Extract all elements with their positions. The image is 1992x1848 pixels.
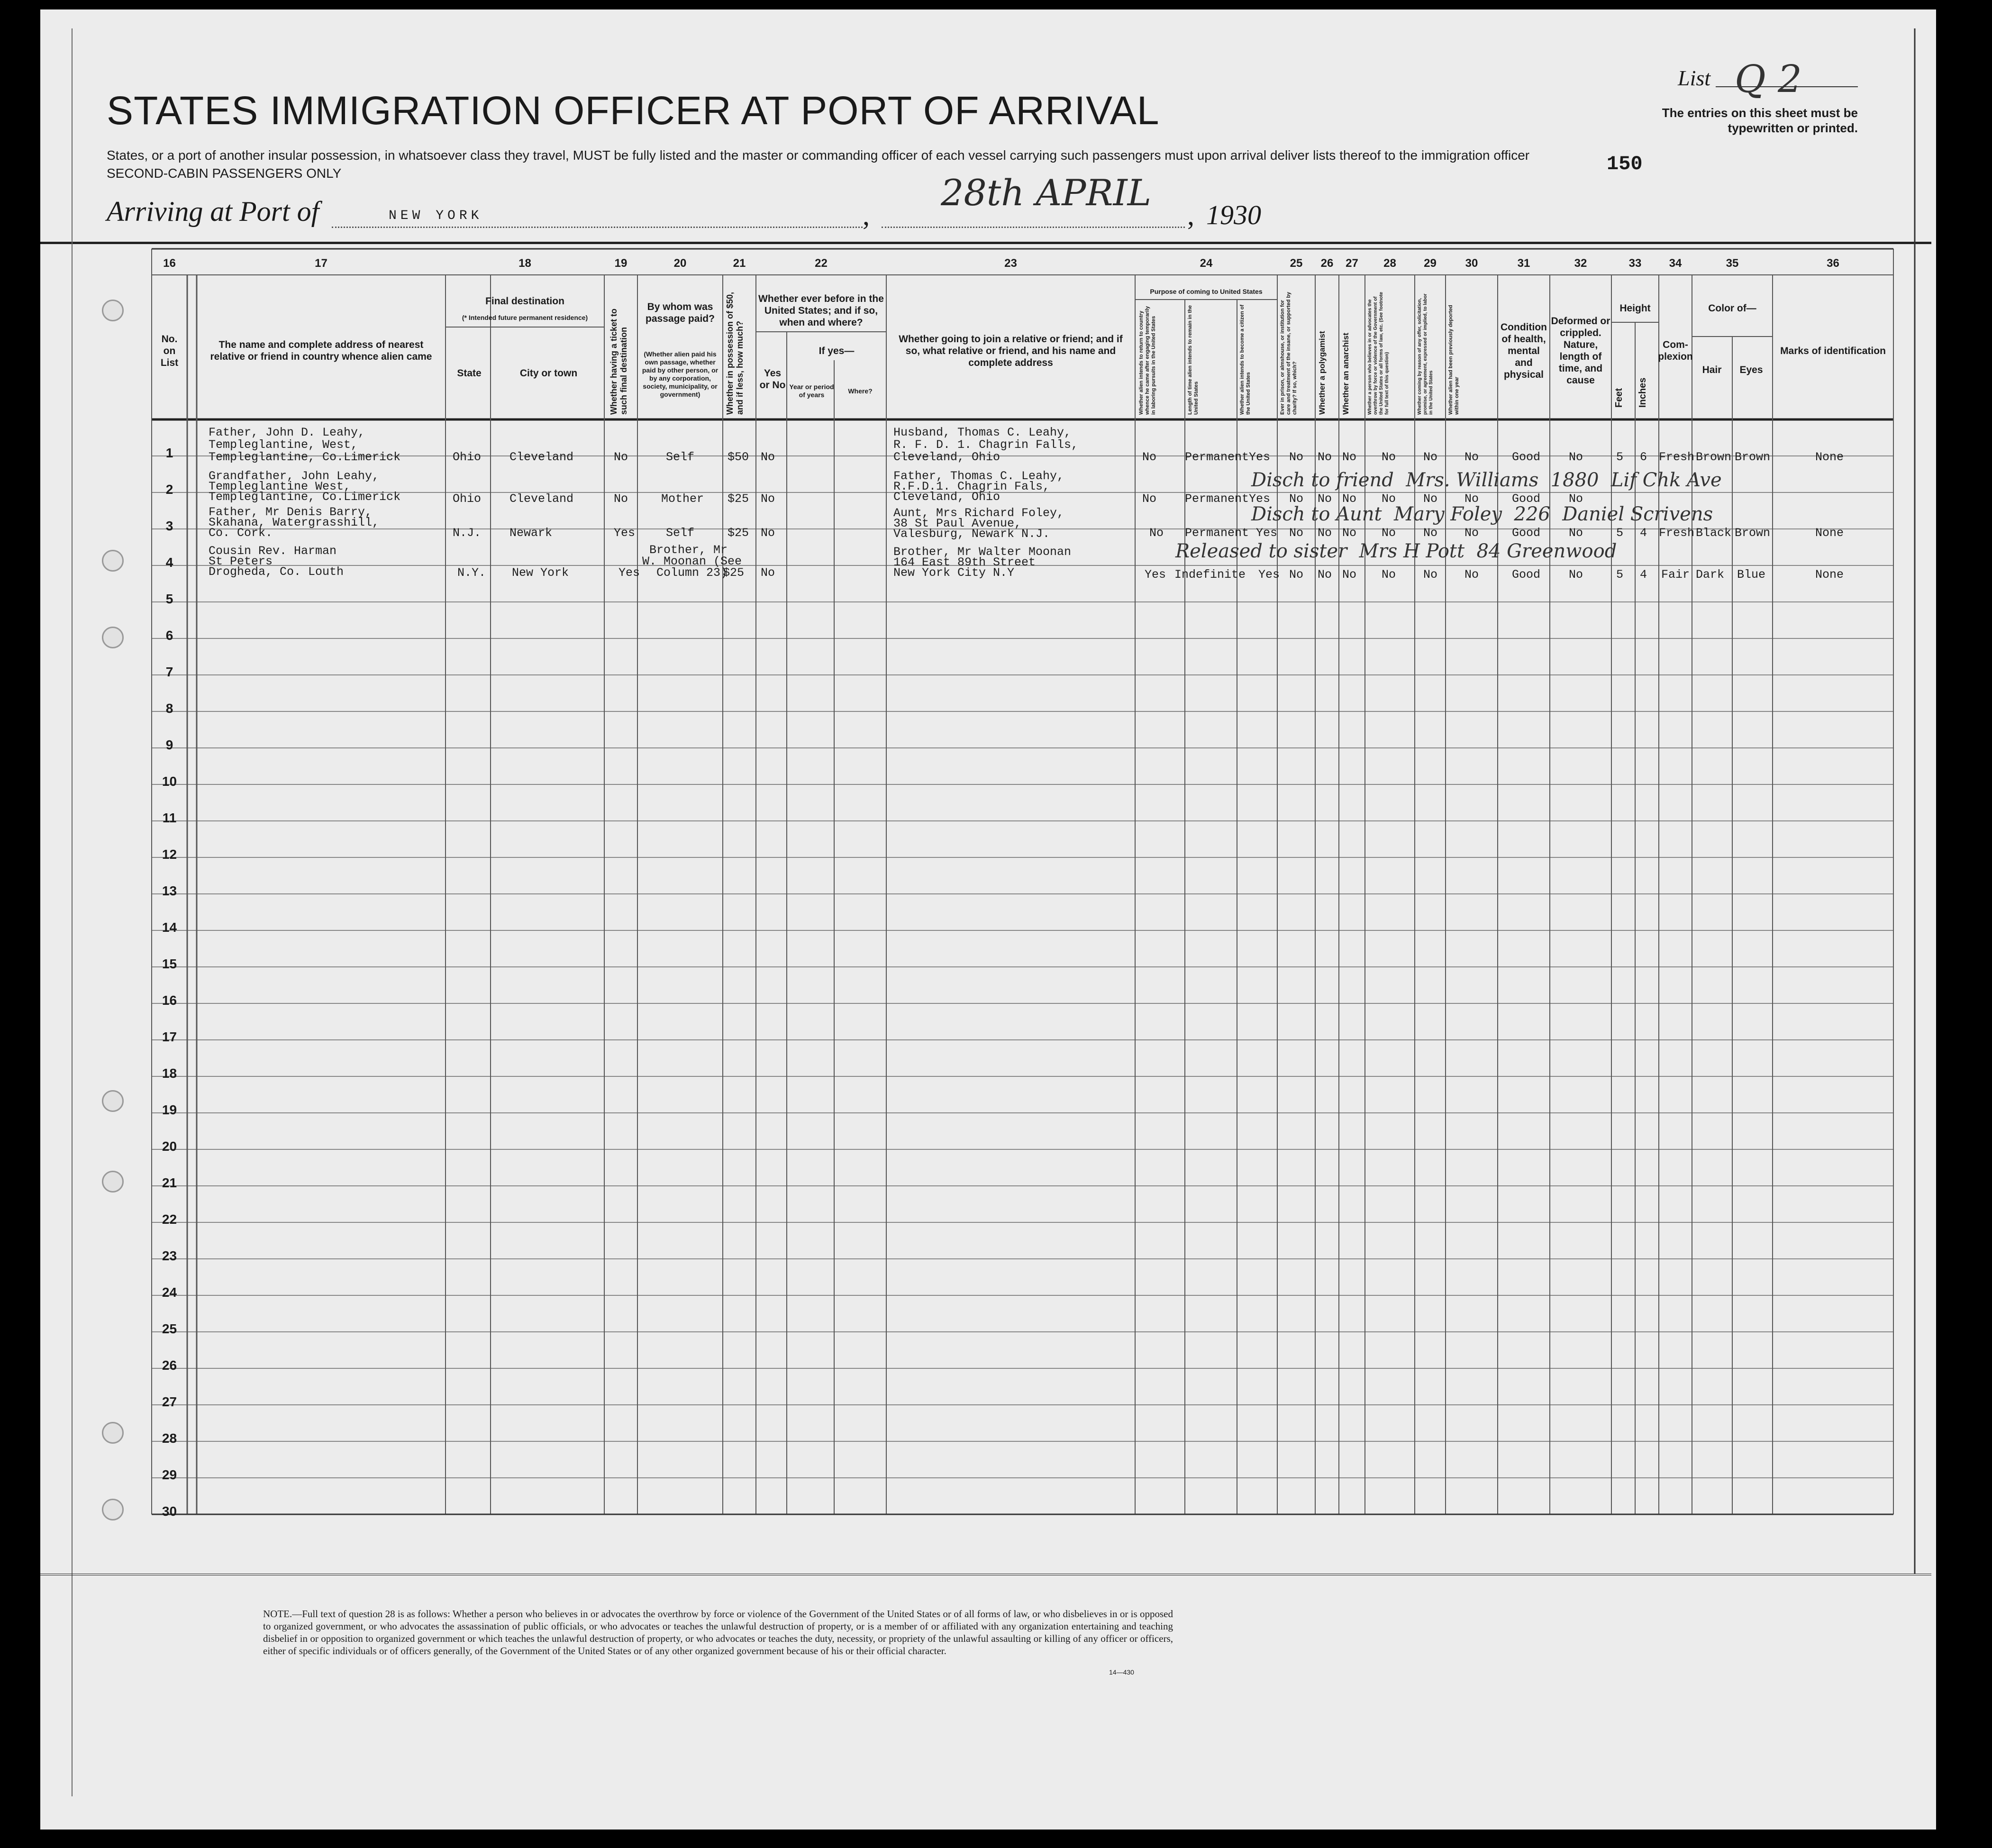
- row-number: 26: [162, 1358, 177, 1373]
- city-value: Newark: [509, 526, 553, 540]
- header-joining-relative: Whether going to join a relative or friend; and if so, what relative or friend, and his name and complete address: [899, 333, 1123, 368]
- header-purpose-citizen: Whether alien intends to become a citizen of the United States: [1239, 304, 1251, 415]
- header-yes-no: Yes or No: [759, 368, 786, 391]
- length-value: Permanent: [1185, 492, 1249, 506]
- row-number: 17: [162, 1029, 177, 1044]
- port-value: NEW YORK: [389, 209, 483, 223]
- joining-name: Aunt, Mrs Richard Foley,: [893, 506, 1064, 520]
- handwritten-annotation: Disch to Aunt Mary Foley 226 Daniel Scrivens: [1251, 503, 1713, 525]
- separator-comma: ,: [1187, 200, 1194, 231]
- column-number: 33: [1628, 257, 1642, 270]
- relative-address: Co. Cork.: [209, 526, 273, 540]
- row-number: 19: [162, 1102, 177, 1117]
- q29-value: No: [1423, 568, 1438, 582]
- paid-by-value: Mother: [661, 492, 704, 506]
- row-number: 15: [162, 956, 177, 971]
- anarchist-value: No: [1342, 568, 1357, 582]
- purpose-return-value: No: [1149, 526, 1164, 540]
- purpose-return-value: No: [1142, 450, 1157, 464]
- column-number: 31: [1517, 257, 1530, 270]
- length-value: Permanent: [1185, 450, 1249, 464]
- column-number: 26: [1320, 257, 1334, 270]
- footnote: NOTE.—Full text of question 28 is as follows: Whether a person who believes in or advocates the overthrow by force or violence of the Government of the United States or of all forms of law, or who disbelieves in or is opposed to organized government, or who advocates the assassination of public officials, or who advocates or teaches the unlawful destruction of property, or is a member of or affiliated with any organization entertaining and teaching disbelief in or opposition to organized government or which teaches the unlawful destruction of property, or who advocates or teaches the duty, necessity, or propriety of the unlawful assaulting or killing of any officer or officers, either of specific individuals or of officers generally, of the Government of the United States or of any other organized government because of his or their official character.: [263, 1608, 1173, 1657]
- feet-value: 5: [1616, 450, 1624, 464]
- column-number: 34: [1669, 257, 1682, 270]
- header-final-destination-note: (* Intended future permanent residence): [462, 313, 588, 321]
- row-number: 9: [165, 737, 173, 752]
- eyes-value: Brown: [1735, 526, 1771, 540]
- row-number: 14: [162, 920, 177, 935]
- handwritten-annotation: Disch to friend Mrs. Williams 1880 Lif Chk Ave: [1251, 469, 1722, 491]
- feet-value: 5: [1616, 526, 1624, 540]
- page-title: STATES IMMIGRATION OFFICER AT PORT OF ARRIVAL: [107, 88, 1160, 133]
- column-number: 35: [1726, 257, 1739, 270]
- header-state: State: [457, 368, 482, 379]
- header-color-of: Color of—: [1708, 302, 1756, 314]
- anarchist-value: No: [1342, 492, 1357, 506]
- row-number: 1: [165, 446, 173, 460]
- row-number: 12: [162, 847, 177, 862]
- prison-value: No: [1289, 568, 1304, 582]
- relative-address: Templeglantine, Co.Limerick: [209, 450, 401, 464]
- purpose-return-value: No: [1142, 492, 1157, 506]
- q28-value: No: [1382, 450, 1396, 464]
- column-number: 21: [733, 257, 746, 270]
- before-value: No: [761, 566, 775, 580]
- citizen-value: Yes: [1256, 526, 1278, 540]
- joining-address: 164 East 89th Street: [893, 555, 1036, 569]
- row-number: 7: [165, 665, 173, 679]
- state-value: Ohio: [453, 492, 482, 506]
- row-number: 4: [165, 555, 173, 570]
- marks-value: None: [1815, 450, 1844, 464]
- header-passage-paid: By whom was passage paid?: [646, 301, 715, 324]
- relative-name: Father, John D. Leahy,: [209, 426, 365, 439]
- health-value: Good: [1512, 450, 1541, 464]
- header-purpose: Purpose of coming to United States: [1150, 287, 1263, 295]
- anarchist-value: No: [1342, 526, 1357, 540]
- health-value: Good: [1512, 568, 1541, 582]
- state-value: Ohio: [453, 450, 482, 464]
- header-marks: Marks of identification: [1780, 345, 1886, 356]
- complexion-value: Fair: [1661, 568, 1690, 582]
- hair-value: Black: [1696, 526, 1732, 540]
- column-number: 16: [163, 257, 176, 270]
- list-value: Q 2: [1735, 57, 1802, 101]
- arrival-year: 1930: [1206, 200, 1261, 230]
- row-number: 25: [162, 1321, 177, 1336]
- city-value: Cleveland: [509, 492, 574, 506]
- joining-name: Husband, Thomas C. Leahy,: [893, 426, 1072, 439]
- header-hair: Hair: [1702, 364, 1722, 375]
- row-number: 16: [162, 993, 177, 1008]
- row-number: 27: [162, 1394, 177, 1409]
- q28-value: No: [1382, 526, 1396, 540]
- arrival-date: 28th APRIL: [941, 172, 1152, 214]
- header-if-yes: If yes—: [819, 345, 855, 356]
- column-number: 28: [1383, 257, 1396, 270]
- anarchist-value: No: [1342, 450, 1357, 464]
- relative-address: St Peters: [209, 555, 273, 568]
- column-number: 19: [614, 257, 628, 270]
- row-number: 30: [162, 1504, 177, 1519]
- deformed-value: No: [1569, 568, 1583, 582]
- subtitle-class: SECOND-CABIN PASSENGERS ONLY: [107, 166, 342, 181]
- header-deported: Whether alien had been previously deported within one year: [1448, 305, 1460, 415]
- bottom-rule: [40, 1574, 1931, 1575]
- column-number: 20: [673, 257, 687, 270]
- paid-by-value: W. Moonan (See: [642, 555, 742, 568]
- typewritten-notice: The entries on this sheet must be typewritten or printed.: [1662, 106, 1858, 135]
- sheet-number: 150: [1607, 153, 1643, 175]
- column-number: 24: [1200, 257, 1213, 270]
- column-number: 36: [1827, 257, 1839, 270]
- inches-value: 6: [1640, 450, 1647, 464]
- deformed-value: No: [1569, 526, 1583, 540]
- header-money: Whether in possession of $50, and if less, how much?: [725, 291, 745, 415]
- before-value: No: [761, 450, 775, 464]
- header-health: Condition of health, mental and physical: [1501, 321, 1547, 380]
- row-number: 8: [165, 701, 173, 716]
- header-passage-paid-note: (Whether alien paid his own passage, whether paid by other person, or by any corporation, society, municipality, or government): [642, 350, 719, 398]
- header-city: City or town: [519, 368, 578, 379]
- eyes-value: Blue: [1737, 568, 1766, 582]
- header-ticket: Whether having a ticket to such final destination: [609, 308, 628, 415]
- column-number: 23: [1004, 257, 1017, 270]
- row-number: 3: [165, 519, 173, 533]
- column-number: 30: [1465, 257, 1478, 270]
- feet-value: 5: [1616, 568, 1624, 582]
- polygamist-value: No: [1318, 450, 1332, 464]
- polygamist-value: No: [1318, 568, 1332, 582]
- prison-value: No: [1289, 450, 1304, 464]
- relative-address: Skahana, Watergrasshill,: [209, 516, 380, 529]
- before-value: No: [761, 492, 775, 506]
- joining-name: Father, Thomas C. Leahy,: [893, 469, 1064, 483]
- relative-address: Templeglantine, West,: [209, 438, 358, 452]
- q29-value: No: [1423, 526, 1438, 540]
- city-value: Cleveland: [509, 450, 574, 464]
- joining-address: Valesburg, Newark N.J.: [893, 527, 1050, 541]
- list-label: List: [1678, 66, 1711, 90]
- header-complexion: Com- plexion: [1658, 339, 1693, 362]
- q29-value: No: [1423, 492, 1438, 506]
- row-number: 22: [162, 1212, 177, 1227]
- row-number: 13: [162, 883, 177, 898]
- paid-by-value: Column 23): [656, 566, 728, 580]
- relative-address: Templeglantine West,: [209, 480, 351, 493]
- column-number: 18: [518, 257, 531, 270]
- port-label: Arriving at Port of: [107, 196, 319, 227]
- money-value: $25: [728, 526, 749, 540]
- row-number: 2: [165, 482, 173, 497]
- q28-value: No: [1382, 568, 1396, 582]
- purpose-return-value: Yes: [1145, 568, 1166, 582]
- header-final-destination: Final destination: [485, 295, 564, 307]
- citizen-value: Yes: [1249, 450, 1271, 464]
- ticket-value: Yes: [619, 566, 640, 580]
- q28-value: No: [1382, 492, 1396, 506]
- row-number: 5: [165, 592, 173, 606]
- joining-address: Cleveland, Ohio: [893, 490, 1001, 504]
- citizen-value: Yes: [1249, 492, 1271, 506]
- relative-name: Grandfather, John Leahy,: [209, 469, 380, 483]
- header-question-29: Whether coming by reason of any offer, solicitation, promise, or agreement, expressed or implied, to labor in the United States: [1417, 293, 1434, 415]
- header-before-in-us: Whether ever before in the United States; and if so, when and where?: [758, 293, 884, 328]
- ticket-value: No: [614, 450, 628, 464]
- header-deformed: Deformed or crippled. Nature, length of time, and cause: [1551, 316, 1610, 386]
- deported-value: No: [1464, 568, 1479, 582]
- health-value: Good: [1512, 492, 1541, 506]
- column-number: 22: [815, 257, 828, 270]
- handwritten-annotation: Released to sister Mrs H Pott 84 Greenwood: [1175, 540, 1617, 562]
- header-purpose-length: Length of time alien intends to remain in the United States: [1187, 305, 1199, 415]
- prison-value: No: [1289, 492, 1304, 506]
- city-value: New York: [512, 566, 569, 580]
- form-number: 14—430: [1109, 1668, 1134, 1676]
- polygamist-value: No: [1318, 526, 1332, 540]
- prison-value: No: [1289, 526, 1304, 540]
- money-value: $50: [728, 450, 749, 464]
- length-value: Indefinite: [1174, 568, 1246, 582]
- joining-address: Cleveland, Ohio: [893, 450, 1001, 464]
- money-value: $25: [728, 492, 749, 506]
- header-nearest-relative: The name and complete address of nearest relative or friend in country whence alien came: [210, 339, 432, 362]
- header-purpose-return: Whether alien intends to return to country whence he came after engaging temporarily in laboring pursuits in the United States: [1138, 306, 1156, 415]
- paid-by-value: Self: [666, 450, 695, 464]
- row-number: 24: [162, 1285, 177, 1300]
- header-anarchist: Whether an anarchist: [1341, 333, 1350, 415]
- header-question-28: Whether a person who believes in or advocates the overthrow by force or violence of the Government of the United States or all forms of law, etc. (See footnote for full text of this question): [1367, 291, 1390, 415]
- column-number: 32: [1574, 257, 1587, 270]
- header-no-on-list: No. on List: [160, 333, 179, 368]
- row-number: 29: [162, 1467, 177, 1482]
- health-value: Good: [1512, 526, 1541, 540]
- row-number: 10: [162, 774, 177, 789]
- hair-value: Brown: [1696, 450, 1732, 464]
- header-eyes: Eyes: [1739, 364, 1763, 375]
- paid-by-value: Brother, Mr: [649, 543, 728, 557]
- header-where: Where?: [848, 387, 873, 395]
- joining-address: 38 St Paul Avenue,: [893, 517, 1022, 530]
- relative-address: Templeglantine, Co.Limerick: [209, 490, 401, 504]
- state-value: N.Y.: [457, 566, 486, 580]
- row-number: 18: [162, 1066, 177, 1081]
- column-number: 29: [1424, 257, 1437, 270]
- row-number: 20: [162, 1139, 177, 1154]
- deported-value: No: [1464, 526, 1479, 540]
- row-number: 11: [162, 810, 177, 825]
- subtitle-instructions: States, or a port of another insular possession, in whatsoever class they travel, MUST be fully listed and the master or commanding officer of each vessel carrying such passengers must upon arrival deliver lists thereof to the immigration officer: [107, 148, 1530, 163]
- joining-address: New York City N.Y: [893, 566, 1015, 580]
- marks-value: None: [1815, 568, 1844, 582]
- header-inches: Inches: [1637, 377, 1648, 408]
- money-value: $25: [723, 566, 745, 580]
- paid-by-value: Self: [666, 526, 695, 540]
- state-value: N.J.: [453, 526, 482, 540]
- row-number: 28: [162, 1431, 177, 1446]
- deformed-value: No: [1569, 492, 1583, 506]
- complexion-value: Fresh: [1659, 526, 1695, 540]
- row-number: 23: [162, 1248, 177, 1263]
- row-number: 21: [162, 1175, 177, 1190]
- relative-name: Father, Mr Denis Barry,: [209, 505, 373, 519]
- joining-address: R.F.D.1. Chagrin Fals,: [893, 480, 1050, 493]
- before-value: No: [761, 526, 775, 540]
- ticket-value: No: [614, 492, 628, 506]
- relative-address: Drogheda, Co. Louth: [209, 565, 344, 579]
- inches-value: 4: [1640, 526, 1647, 540]
- row-number: 6: [165, 628, 173, 643]
- separator-comma: ,: [863, 200, 870, 231]
- header-prison: Ever in prison, or almshouse, or institution for care and treatment of the insane, or supported by charity? If so, which?: [1280, 291, 1298, 415]
- column-number: 25: [1290, 257, 1303, 270]
- header-feet: Feet: [1614, 388, 1624, 408]
- header-height: Height: [1619, 302, 1651, 314]
- joining-address: R. F. D. 1. Chagrin Falls,: [893, 438, 1079, 452]
- citizen-value: Yes: [1258, 568, 1280, 582]
- complexion-value: Fresh: [1659, 450, 1695, 464]
- deported-value: No: [1464, 450, 1479, 464]
- hair-value: Dark: [1696, 568, 1725, 582]
- polygamist-value: No: [1318, 492, 1332, 506]
- inches-value: 4: [1640, 568, 1647, 582]
- marks-value: None: [1815, 526, 1844, 540]
- eyes-value: Brown: [1735, 450, 1771, 464]
- joining-name: Brother, Mr Walter Moonan: [893, 545, 1072, 559]
- header-polygamist: Whether a polygamist: [1318, 331, 1327, 415]
- column-number: 27: [1346, 257, 1358, 270]
- header-year-period: Year or period of years: [789, 383, 834, 399]
- deported-value: No: [1464, 492, 1479, 506]
- column-number: 17: [315, 257, 327, 270]
- q29-value: No: [1423, 450, 1438, 464]
- deformed-value: No: [1569, 450, 1583, 464]
- length-value: Permanent: [1185, 526, 1249, 540]
- ticket-value: Yes: [614, 526, 636, 540]
- relative-name: Cousin Rev. Harman: [209, 544, 337, 558]
